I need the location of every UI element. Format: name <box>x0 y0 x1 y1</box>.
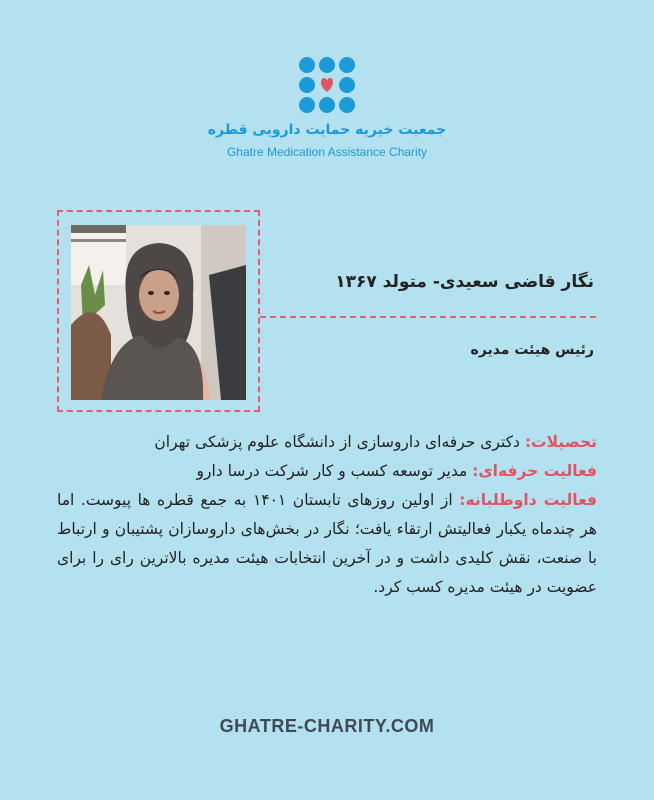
professional-label: فعالیت حرفه‌ای: <box>472 462 597 480</box>
website-link[interactable]: GHATRE-CHARITY.COM <box>219 716 435 736</box>
dashed-divider <box>260 316 596 318</box>
professional-text: مدیر توسعه کسب و کار شرکت درسا دارو <box>196 462 468 480</box>
logo-area <box>0 56 654 114</box>
org-name-fa: جمعیت خیریه حمایت دارویی قطره <box>207 122 447 138</box>
professional-line <box>57 457 597 486</box>
org-name-en: Ghatre Medication Assistance Charity <box>226 145 428 159</box>
volunteer-line <box>57 486 597 602</box>
education-text: دکتری حرفه‌ای داروسازی از دانشگاه علوم پزشکی تهران <box>154 433 520 451</box>
portrait-photo <box>71 225 246 400</box>
person-role: رئیس هیئت مدیره <box>470 342 594 358</box>
education-line <box>57 428 597 457</box>
person-name: نگار قاضی سعیدی- متولد ۱۳۶۷ <box>335 272 594 292</box>
biography <box>57 428 597 602</box>
portrait-illustration <box>71 225 246 400</box>
dot-grid-heart-logo-icon <box>298 56 356 114</box>
photo-frame <box>57 210 260 412</box>
education-label: تحصیلات: <box>524 433 597 451</box>
volunteer-text: از اولین روزهای تابستان ۱۴۰۱ به جمع قطره ها پیوست. اما هر چندماه یکبار فعالیتش ارتقاء یافت؛ نگار در بخش‌های داروسازان پشتیبان و ارتباط با صنعت، نقش کلیدی داشت و در آخرین انتخابات هیئت مدیره بالاترین رای را برای عضویت در هیئت مدیره کسب کرد. <box>57 491 597 596</box>
volunteer-label: فعالیت داوطلبانه: <box>459 491 597 509</box>
